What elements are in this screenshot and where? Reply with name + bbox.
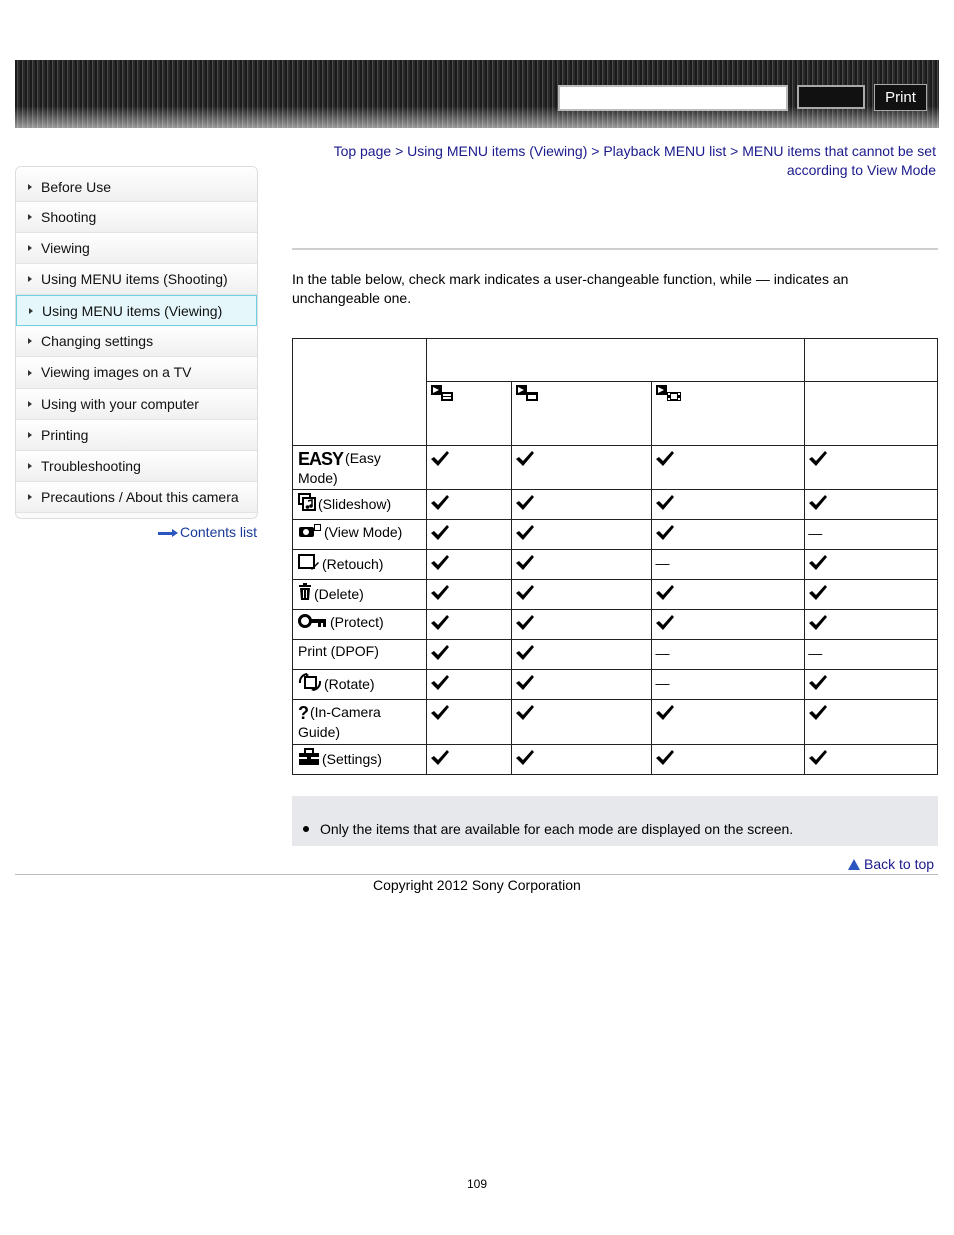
table-row xyxy=(293,610,938,640)
table-subheader-movie-view xyxy=(652,382,805,446)
check-icon xyxy=(805,490,938,520)
row-label-text: (Retouch) xyxy=(322,556,384,572)
table-row xyxy=(293,446,938,490)
breadcrumb-link-playback-menu[interactable]: Playback MENU list xyxy=(603,143,727,159)
check-icon xyxy=(805,550,938,580)
breadcrumb xyxy=(300,142,936,180)
view-mode-icon xyxy=(298,523,322,542)
check-icon xyxy=(426,550,511,580)
check-icon xyxy=(426,640,511,670)
arrow-right-icon xyxy=(28,245,32,251)
row-label-text: (Settings) xyxy=(322,751,382,767)
sidebar-item-label: Shooting xyxy=(41,209,97,225)
check-icon xyxy=(805,745,938,775)
row-label-text: (Rotate) xyxy=(324,676,375,692)
check-icon xyxy=(805,610,938,640)
page-number: 109 xyxy=(466,1177,488,1191)
bullet-icon xyxy=(303,826,309,832)
footer-divider xyxy=(15,874,938,875)
row-label-text: (In-Camera Guide) xyxy=(298,704,381,740)
row-label xyxy=(293,520,427,550)
check-icon xyxy=(511,610,652,640)
row-label xyxy=(293,640,427,670)
sidebar-item-label: Printing xyxy=(41,426,89,443)
sidebar-item-label: Precautions / About this camera xyxy=(41,488,239,505)
arrow-up-icon xyxy=(848,859,860,870)
sidebar-item-computer[interactable] xyxy=(16,389,257,420)
dash-cell xyxy=(805,640,938,670)
help-icon: ? xyxy=(298,703,308,723)
view-mode-table xyxy=(292,338,938,775)
arrow-right-icon xyxy=(28,401,32,407)
table-row xyxy=(293,550,938,580)
back-to-top-label: Back to top xyxy=(864,856,935,872)
check-icon xyxy=(511,550,652,580)
check-icon xyxy=(652,700,805,745)
check-icon xyxy=(426,745,511,775)
row-label-text: (View Mode) xyxy=(324,524,403,540)
sidebar-item-shooting[interactable] xyxy=(16,202,257,233)
protect-icon xyxy=(298,613,328,632)
row-label xyxy=(293,745,427,775)
breadcrumb-separator: > xyxy=(591,143,600,159)
title-divider xyxy=(292,248,938,250)
rotate-icon xyxy=(298,673,322,694)
row-label xyxy=(293,580,427,610)
table-corner-header xyxy=(293,339,427,446)
sidebar-item-troubleshooting[interactable] xyxy=(16,451,257,482)
sidebar-item-viewing[interactable] xyxy=(16,233,257,264)
row-label xyxy=(293,610,427,640)
row-label-text: (Slideshow) xyxy=(318,496,392,512)
sidebar-item-menu-viewing[interactable] xyxy=(16,295,257,326)
row-label xyxy=(293,490,427,520)
settings-icon xyxy=(298,748,320,769)
table-header-4 xyxy=(805,339,938,382)
breadcrumb-link-menu-viewing[interactable]: Using MENU items (Viewing) xyxy=(407,143,588,159)
check-icon xyxy=(805,580,938,610)
table-row xyxy=(293,580,938,610)
check-icon xyxy=(652,446,805,490)
table-row xyxy=(293,670,938,700)
check-icon xyxy=(652,580,805,610)
row-label-text: (Easy Mode) xyxy=(298,450,381,486)
check-icon xyxy=(511,640,652,670)
sidebar-item-label: Viewing images on a TV xyxy=(41,364,192,381)
sidebar-item-label: Troubleshooting xyxy=(41,457,141,474)
arrow-right-icon xyxy=(28,214,32,220)
check-icon xyxy=(426,446,511,490)
row-label xyxy=(293,446,427,490)
check-icon xyxy=(805,700,938,745)
dash-cell xyxy=(805,520,938,550)
row-label-text: (Delete) xyxy=(314,586,364,602)
note-text: Only the items that are available for each mode are displayed on the screen. xyxy=(320,821,794,837)
arrow-right-icon xyxy=(158,530,178,536)
check-icon xyxy=(511,520,652,550)
table-row xyxy=(293,640,938,670)
contents-list-label: Contents list xyxy=(180,524,258,540)
check-icon xyxy=(511,580,652,610)
arrow-right-icon xyxy=(29,308,33,314)
breadcrumb-link-current[interactable]: MENU items that cannot be set according to View Mode xyxy=(742,143,936,178)
table-subheader-folder-view xyxy=(511,382,652,446)
check-icon xyxy=(426,670,511,700)
dash-cell xyxy=(652,640,805,670)
breadcrumb-link-top[interactable]: Top page xyxy=(333,143,392,159)
check-icon xyxy=(652,520,805,550)
row-label xyxy=(293,670,427,700)
check-icon xyxy=(426,700,511,745)
copyright-text: Copyright 2012 Sony Corporation xyxy=(373,877,581,893)
arrow-right-icon xyxy=(28,494,32,500)
slideshow-icon xyxy=(298,493,316,514)
print-button[interactable]: Print xyxy=(874,84,927,111)
sidebar-item-label: Using MENU items (Shooting) xyxy=(41,271,228,288)
table-subheader-empty xyxy=(805,382,938,446)
check-icon xyxy=(652,610,805,640)
check-icon xyxy=(426,580,511,610)
search-button[interactable] xyxy=(797,85,865,109)
sidebar-item-tv[interactable] xyxy=(16,357,257,388)
row-label-text: Print (DPOF) xyxy=(298,643,379,659)
retouch-icon xyxy=(298,553,320,574)
check-icon xyxy=(426,490,511,520)
arrow-right-icon xyxy=(28,338,32,344)
check-icon xyxy=(426,520,511,550)
delete-icon xyxy=(298,583,312,604)
row-label-text: (Protect) xyxy=(330,614,384,630)
contents-list-link[interactable] xyxy=(158,524,257,540)
easy-icon: EASY xyxy=(298,449,344,469)
sidebar-item-label: Before Use xyxy=(41,179,112,195)
check-icon xyxy=(805,446,938,490)
dash-text: — xyxy=(808,525,823,541)
dash-text: — xyxy=(655,555,670,571)
arrow-right-icon xyxy=(28,184,32,190)
breadcrumb-separator: > xyxy=(730,143,739,159)
dash-cell xyxy=(652,670,805,700)
check-icon xyxy=(511,446,652,490)
sidebar-item-changing-settings[interactable] xyxy=(16,326,257,357)
dash-text: — xyxy=(655,645,670,661)
row-label xyxy=(293,700,427,745)
arrow-right-icon xyxy=(28,463,32,469)
check-icon xyxy=(652,490,805,520)
sidebar-item-label: Using with your computer xyxy=(41,395,199,412)
check-icon xyxy=(511,700,652,745)
dash-text: — xyxy=(808,645,823,661)
table-row xyxy=(293,520,938,550)
table-group-header xyxy=(426,339,804,382)
table-row xyxy=(293,700,938,745)
sidebar-item-menu-shooting[interactable] xyxy=(16,264,257,295)
sidebar-item-label: Using MENU items (Viewing) xyxy=(42,303,223,320)
arrow-right-icon xyxy=(28,370,32,376)
table-row xyxy=(293,490,938,520)
check-icon xyxy=(511,745,652,775)
arrow-right-icon xyxy=(28,276,32,282)
check-icon xyxy=(511,670,652,700)
sidebar-item-label: Viewing xyxy=(41,240,90,257)
check-icon xyxy=(805,670,938,700)
search-input[interactable] xyxy=(558,85,788,111)
arrow-right-icon xyxy=(28,432,32,438)
dash-cell xyxy=(652,550,805,580)
back-to-top-link[interactable] xyxy=(848,856,934,872)
check-icon xyxy=(426,610,511,640)
row-label xyxy=(293,550,427,580)
check-icon xyxy=(511,490,652,520)
sidebar-nav xyxy=(15,166,258,519)
table-subheader-date-view xyxy=(426,382,511,446)
movie-view-icon xyxy=(655,384,683,402)
sidebar-item-label: Changing settings xyxy=(41,333,154,350)
breadcrumb-separator: > xyxy=(395,143,404,159)
sidebar-item-printing[interactable] xyxy=(16,420,257,451)
intro-text: In the table below, check mark indicates a user-changeable function, while — indicates an unchangeable one. xyxy=(292,271,849,306)
sidebar-item-precautions[interactable] xyxy=(16,482,257,513)
folder-view-icon xyxy=(515,384,539,402)
date-view-icon xyxy=(430,384,454,402)
dash-text: — xyxy=(655,675,670,691)
table-row xyxy=(293,745,938,775)
check-icon xyxy=(652,745,805,775)
sidebar-item-before-use[interactable] xyxy=(16,167,257,202)
